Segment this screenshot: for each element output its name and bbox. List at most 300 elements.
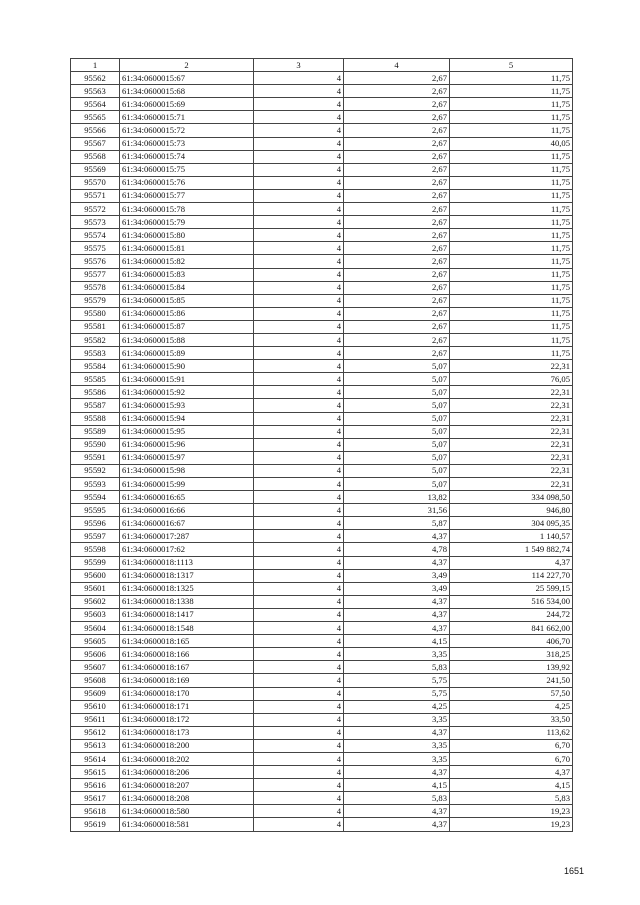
page-number: 1651 bbox=[564, 866, 585, 876]
rate-cell: 5,07 bbox=[344, 425, 450, 438]
value-cell: 19,23 bbox=[450, 818, 573, 831]
value-cell: 244,72 bbox=[450, 608, 573, 621]
table-row bbox=[71, 333, 573, 346]
table-row bbox=[71, 150, 573, 163]
table-row bbox=[71, 530, 573, 543]
row-number-cell: 95577 bbox=[71, 268, 120, 281]
value-cell: 318,25 bbox=[450, 648, 573, 661]
value-cell: 57,50 bbox=[450, 687, 573, 700]
value-cell: 114 227,70 bbox=[450, 569, 573, 582]
value-cell: 40,05 bbox=[450, 137, 573, 150]
rate-cell: 2,67 bbox=[344, 320, 450, 333]
value-cell: 946,80 bbox=[450, 504, 573, 517]
rate-cell: 5,87 bbox=[344, 517, 450, 530]
category-cell: 4 bbox=[254, 779, 344, 792]
table-row bbox=[71, 700, 573, 713]
cadastral-number-cell: 61:34:0600015:88 bbox=[120, 333, 254, 346]
value-cell: 11,75 bbox=[450, 98, 573, 111]
category-cell: 4 bbox=[254, 98, 344, 111]
cadastral-number-cell: 61:34:0600015:95 bbox=[120, 425, 254, 438]
cadastral-number-cell: 61:34:0600015:77 bbox=[120, 189, 254, 202]
cadastral-number-cell: 61:34:0600015:90 bbox=[120, 360, 254, 373]
table-row bbox=[71, 229, 573, 242]
column-header-3: 3 bbox=[254, 59, 344, 72]
rate-cell: 4,37 bbox=[344, 530, 450, 543]
cadastral-number-cell: 61:34:0600017:287 bbox=[120, 530, 254, 543]
rate-cell: 13,82 bbox=[344, 491, 450, 504]
cadastral-number-cell: 61:34:0600015:94 bbox=[120, 412, 254, 425]
category-cell: 4 bbox=[254, 661, 344, 674]
table-row bbox=[71, 137, 573, 150]
value-cell: 11,75 bbox=[450, 268, 573, 281]
category-cell: 4 bbox=[254, 582, 344, 595]
category-cell: 4 bbox=[254, 517, 344, 530]
rate-cell: 2,67 bbox=[344, 347, 450, 360]
table-row bbox=[71, 779, 573, 792]
rate-cell: 4,37 bbox=[344, 622, 450, 635]
rate-cell: 2,67 bbox=[344, 281, 450, 294]
table-row bbox=[71, 347, 573, 360]
cadastral-number-cell: 61:34:0600018:166 bbox=[120, 648, 254, 661]
table-row bbox=[71, 739, 573, 752]
value-cell: 11,75 bbox=[450, 333, 573, 346]
cadastral-number-cell: 61:34:0600015:91 bbox=[120, 373, 254, 386]
rate-cell: 4,15 bbox=[344, 635, 450, 648]
cadastral-number-cell: 61:34:0600015:83 bbox=[120, 268, 254, 281]
row-number-cell: 95601 bbox=[71, 582, 120, 595]
row-number-cell: 95564 bbox=[71, 98, 120, 111]
rate-cell: 5,07 bbox=[344, 386, 450, 399]
category-cell: 4 bbox=[254, 242, 344, 255]
rate-cell: 4,37 bbox=[344, 726, 450, 739]
value-cell: 11,75 bbox=[450, 347, 573, 360]
category-cell: 4 bbox=[254, 229, 344, 242]
table-row bbox=[71, 622, 573, 635]
rate-cell: 2,67 bbox=[344, 163, 450, 176]
value-cell: 241,50 bbox=[450, 674, 573, 687]
value-cell: 11,75 bbox=[450, 255, 573, 268]
value-cell: 33,50 bbox=[450, 713, 573, 726]
value-cell: 841 662,00 bbox=[450, 622, 573, 635]
row-number-cell: 95573 bbox=[71, 216, 120, 229]
category-cell: 4 bbox=[254, 85, 344, 98]
table-row bbox=[71, 189, 573, 202]
category-cell: 4 bbox=[254, 818, 344, 831]
value-cell: 11,75 bbox=[450, 294, 573, 307]
table-row bbox=[71, 504, 573, 517]
rate-cell: 3,35 bbox=[344, 739, 450, 752]
category-cell: 4 bbox=[254, 333, 344, 346]
category-cell: 4 bbox=[254, 176, 344, 189]
column-header-5: 5 bbox=[450, 59, 573, 72]
table-row bbox=[71, 805, 573, 818]
row-number-cell: 95583 bbox=[71, 347, 120, 360]
rate-cell: 31,56 bbox=[344, 504, 450, 517]
rate-cell: 2,67 bbox=[344, 268, 450, 281]
row-number-cell: 95590 bbox=[71, 438, 120, 451]
cadastral-number-cell: 61:34:0600015:68 bbox=[120, 85, 254, 98]
cadastral-number-cell: 61:34:0600018:169 bbox=[120, 674, 254, 687]
value-cell: 406,70 bbox=[450, 635, 573, 648]
category-cell: 4 bbox=[254, 464, 344, 477]
value-cell: 4,15 bbox=[450, 779, 573, 792]
rate-cell: 2,67 bbox=[344, 98, 450, 111]
category-cell: 4 bbox=[254, 189, 344, 202]
cadastral-number-cell: 61:34:0600016:66 bbox=[120, 504, 254, 517]
table-row bbox=[71, 268, 573, 281]
category-cell: 4 bbox=[254, 648, 344, 661]
table-row bbox=[71, 176, 573, 189]
value-cell: 11,75 bbox=[450, 189, 573, 202]
category-cell: 4 bbox=[254, 137, 344, 150]
value-cell: 139,92 bbox=[450, 661, 573, 674]
rate-cell: 5,07 bbox=[344, 451, 450, 464]
rate-cell: 3,49 bbox=[344, 582, 450, 595]
cadastral-number-cell: 61:34:0600015:78 bbox=[120, 203, 254, 216]
cadastral-number-cell: 61:34:0600018:1338 bbox=[120, 595, 254, 608]
category-cell: 4 bbox=[254, 373, 344, 386]
row-number-cell: 95602 bbox=[71, 595, 120, 608]
row-number-cell: 95584 bbox=[71, 360, 120, 373]
table-row bbox=[71, 635, 573, 648]
row-number-cell: 95589 bbox=[71, 425, 120, 438]
value-cell: 22,31 bbox=[450, 412, 573, 425]
row-number-cell: 95613 bbox=[71, 739, 120, 752]
row-number-cell: 95614 bbox=[71, 752, 120, 765]
value-cell: 11,75 bbox=[450, 229, 573, 242]
rate-cell: 5,07 bbox=[344, 478, 450, 491]
value-cell: 11,75 bbox=[450, 216, 573, 229]
cadastral-number-cell: 61:34:0600015:85 bbox=[120, 294, 254, 307]
category-cell: 4 bbox=[254, 216, 344, 229]
rate-cell: 2,67 bbox=[344, 150, 450, 163]
data-table bbox=[70, 58, 573, 832]
value-cell: 1 140,57 bbox=[450, 530, 573, 543]
cadastral-number-cell: 61:34:0600015:69 bbox=[120, 98, 254, 111]
category-cell: 4 bbox=[254, 268, 344, 281]
row-number-cell: 95562 bbox=[71, 72, 120, 85]
row-number-cell: 95569 bbox=[71, 163, 120, 176]
cadastral-number-cell: 61:34:0600015:73 bbox=[120, 137, 254, 150]
rate-cell: 5,83 bbox=[344, 792, 450, 805]
row-number-cell: 95563 bbox=[71, 85, 120, 98]
table-row bbox=[71, 85, 573, 98]
rate-cell: 2,67 bbox=[344, 176, 450, 189]
value-cell: 25 599,15 bbox=[450, 582, 573, 595]
cadastral-number-cell: 61:34:0600015:72 bbox=[120, 124, 254, 137]
rate-cell: 4,37 bbox=[344, 805, 450, 818]
table-row bbox=[71, 320, 573, 333]
rate-cell: 5,83 bbox=[344, 661, 450, 674]
row-number-cell: 95565 bbox=[71, 111, 120, 124]
cadastral-number-cell: 61:34:0600015:80 bbox=[120, 229, 254, 242]
cadastral-number-cell: 61:34:0600015:97 bbox=[120, 451, 254, 464]
rate-cell: 2,67 bbox=[344, 229, 450, 242]
value-cell: 11,75 bbox=[450, 242, 573, 255]
table-row bbox=[71, 726, 573, 739]
value-cell: 11,75 bbox=[450, 150, 573, 163]
table-row bbox=[71, 203, 573, 216]
table-row bbox=[71, 281, 573, 294]
value-cell: 516 534,00 bbox=[450, 595, 573, 608]
category-cell: 4 bbox=[254, 320, 344, 333]
table-row bbox=[71, 386, 573, 399]
rate-cell: 5,75 bbox=[344, 674, 450, 687]
rate-cell: 2,67 bbox=[344, 124, 450, 137]
value-cell: 4,37 bbox=[450, 556, 573, 569]
cadastral-number-cell: 61:34:0600015:76 bbox=[120, 176, 254, 189]
row-number-cell: 95606 bbox=[71, 648, 120, 661]
category-cell: 4 bbox=[254, 412, 344, 425]
category-cell: 4 bbox=[254, 307, 344, 320]
value-cell: 22,31 bbox=[450, 399, 573, 412]
row-number-cell: 95574 bbox=[71, 229, 120, 242]
category-cell: 4 bbox=[254, 752, 344, 765]
table-row bbox=[71, 661, 573, 674]
rate-cell: 5,07 bbox=[344, 412, 450, 425]
value-cell: 19,23 bbox=[450, 805, 573, 818]
rate-cell: 2,67 bbox=[344, 255, 450, 268]
rate-cell: 5,07 bbox=[344, 360, 450, 373]
value-cell: 1 549 882,74 bbox=[450, 543, 573, 556]
row-number-cell: 95581 bbox=[71, 320, 120, 333]
rate-cell: 4,78 bbox=[344, 543, 450, 556]
row-number-cell: 95591 bbox=[71, 451, 120, 464]
rate-cell: 5,07 bbox=[344, 399, 450, 412]
table-row bbox=[71, 582, 573, 595]
table-row bbox=[71, 373, 573, 386]
cadastral-number-cell: 61:34:0600016:65 bbox=[120, 491, 254, 504]
cadastral-number-cell: 61:34:0600018:1417 bbox=[120, 608, 254, 621]
row-number-cell: 95567 bbox=[71, 137, 120, 150]
table-row bbox=[71, 255, 573, 268]
rate-cell: 3,35 bbox=[344, 713, 450, 726]
category-cell: 4 bbox=[254, 608, 344, 621]
rate-cell: 2,67 bbox=[344, 72, 450, 85]
row-number-cell: 95612 bbox=[71, 726, 120, 739]
value-cell: 22,31 bbox=[450, 360, 573, 373]
table-row bbox=[71, 72, 573, 85]
table-body bbox=[71, 72, 573, 831]
value-cell: 22,31 bbox=[450, 478, 573, 491]
row-number-cell: 95605 bbox=[71, 635, 120, 648]
table-row bbox=[71, 478, 573, 491]
row-number-cell: 95579 bbox=[71, 294, 120, 307]
rate-cell: 2,67 bbox=[344, 85, 450, 98]
value-cell: 11,75 bbox=[450, 111, 573, 124]
column-header-1: 1 bbox=[71, 59, 120, 72]
table-row bbox=[71, 595, 573, 608]
cadastral-number-cell: 61:34:0600018:170 bbox=[120, 687, 254, 700]
value-cell: 22,31 bbox=[450, 386, 573, 399]
cadastral-number-cell: 61:34:0600018:206 bbox=[120, 766, 254, 779]
category-cell: 4 bbox=[254, 569, 344, 582]
table-row bbox=[71, 766, 573, 779]
rate-cell: 5,07 bbox=[344, 464, 450, 477]
value-cell: 11,75 bbox=[450, 85, 573, 98]
rate-cell: 2,67 bbox=[344, 294, 450, 307]
category-cell: 4 bbox=[254, 294, 344, 307]
value-cell: 22,31 bbox=[450, 451, 573, 464]
category-cell: 4 bbox=[254, 556, 344, 569]
cadastral-number-cell: 61:34:0600015:98 bbox=[120, 464, 254, 477]
row-number-cell: 95571 bbox=[71, 189, 120, 202]
table-row bbox=[71, 451, 573, 464]
category-cell: 4 bbox=[254, 713, 344, 726]
row-number-cell: 95586 bbox=[71, 386, 120, 399]
row-number-cell: 95582 bbox=[71, 333, 120, 346]
cadastral-number-cell: 61:34:0600018:171 bbox=[120, 700, 254, 713]
rate-cell: 2,67 bbox=[344, 216, 450, 229]
table-row bbox=[71, 412, 573, 425]
category-cell: 4 bbox=[254, 739, 344, 752]
table-row bbox=[71, 399, 573, 412]
category-cell: 4 bbox=[254, 674, 344, 687]
category-cell: 4 bbox=[254, 72, 344, 85]
value-cell: 11,75 bbox=[450, 72, 573, 85]
table-row bbox=[71, 491, 573, 504]
table-row bbox=[71, 569, 573, 582]
cadastral-number-cell: 61:34:0600018:167 bbox=[120, 661, 254, 674]
table-row bbox=[71, 294, 573, 307]
category-cell: 4 bbox=[254, 163, 344, 176]
value-cell: 113,62 bbox=[450, 726, 573, 739]
table-row bbox=[71, 608, 573, 621]
table-row bbox=[71, 438, 573, 451]
cadastral-number-cell: 61:34:0600018:208 bbox=[120, 792, 254, 805]
category-cell: 4 bbox=[254, 595, 344, 608]
cadastral-number-cell: 61:34:0600015:81 bbox=[120, 242, 254, 255]
value-cell: 11,75 bbox=[450, 320, 573, 333]
value-cell: 304 095,35 bbox=[450, 517, 573, 530]
table-row bbox=[71, 818, 573, 831]
table-row bbox=[71, 752, 573, 765]
value-cell: 11,75 bbox=[450, 124, 573, 137]
row-number-cell: 95597 bbox=[71, 530, 120, 543]
category-cell: 4 bbox=[254, 347, 344, 360]
table-row bbox=[71, 307, 573, 320]
category-cell: 4 bbox=[254, 438, 344, 451]
row-number-cell: 95610 bbox=[71, 700, 120, 713]
cadastral-number-cell: 61:34:0600015:93 bbox=[120, 399, 254, 412]
cadastral-number-cell: 61:34:0600015:86 bbox=[120, 307, 254, 320]
row-number-cell: 95616 bbox=[71, 779, 120, 792]
cadastral-number-cell: 61:34:0600018:207 bbox=[120, 779, 254, 792]
cadastral-number-cell: 61:34:0600018:1548 bbox=[120, 622, 254, 635]
table-row bbox=[71, 792, 573, 805]
category-cell: 4 bbox=[254, 687, 344, 700]
cadastral-number-cell: 61:34:0600015:71 bbox=[120, 111, 254, 124]
table-row bbox=[71, 517, 573, 530]
cadastral-number-cell: 61:34:0600015:67 bbox=[120, 72, 254, 85]
table-row bbox=[71, 425, 573, 438]
rate-cell: 2,67 bbox=[344, 333, 450, 346]
table-row bbox=[71, 242, 573, 255]
row-number-cell: 95576 bbox=[71, 255, 120, 268]
value-cell: 22,31 bbox=[450, 425, 573, 438]
row-number-cell: 95578 bbox=[71, 281, 120, 294]
category-cell: 4 bbox=[254, 255, 344, 268]
cadastral-number-cell: 61:34:0600015:74 bbox=[120, 150, 254, 163]
value-cell: 11,75 bbox=[450, 281, 573, 294]
cadastral-number-cell: 61:34:0600015:82 bbox=[120, 255, 254, 268]
rate-cell: 4,37 bbox=[344, 818, 450, 831]
category-cell: 4 bbox=[254, 766, 344, 779]
table-row bbox=[71, 464, 573, 477]
cadastral-number-cell: 61:34:0600018:165 bbox=[120, 635, 254, 648]
category-cell: 4 bbox=[254, 451, 344, 464]
row-number-cell: 95595 bbox=[71, 504, 120, 517]
value-cell: 4,25 bbox=[450, 700, 573, 713]
row-number-cell: 95570 bbox=[71, 176, 120, 189]
category-cell: 4 bbox=[254, 491, 344, 504]
table-row bbox=[71, 556, 573, 569]
cadastral-number-cell: 61:34:0600015:79 bbox=[120, 216, 254, 229]
rate-cell: 3,35 bbox=[344, 648, 450, 661]
category-cell: 4 bbox=[254, 281, 344, 294]
row-number-cell: 95587 bbox=[71, 399, 120, 412]
cadastral-number-cell: 61:34:0600015:89 bbox=[120, 347, 254, 360]
cadastral-number-cell: 61:34:0600018:1317 bbox=[120, 569, 254, 582]
category-cell: 4 bbox=[254, 530, 344, 543]
row-number-cell: 95608 bbox=[71, 674, 120, 687]
cadastral-number-cell: 61:34:0600018:200 bbox=[120, 739, 254, 752]
row-number-cell: 95607 bbox=[71, 661, 120, 674]
category-cell: 4 bbox=[254, 504, 344, 517]
value-cell: 76,05 bbox=[450, 373, 573, 386]
value-cell: 11,75 bbox=[450, 203, 573, 216]
row-number-cell: 95594 bbox=[71, 491, 120, 504]
rate-cell: 5,75 bbox=[344, 687, 450, 700]
category-cell: 4 bbox=[254, 700, 344, 713]
rate-cell: 4,15 bbox=[344, 779, 450, 792]
row-number-cell: 95585 bbox=[71, 373, 120, 386]
category-cell: 4 bbox=[254, 635, 344, 648]
value-cell: 22,31 bbox=[450, 438, 573, 451]
category-cell: 4 bbox=[254, 386, 344, 399]
row-number-cell: 95615 bbox=[71, 766, 120, 779]
category-cell: 4 bbox=[254, 150, 344, 163]
row-number-cell: 95593 bbox=[71, 478, 120, 491]
rate-cell: 4,25 bbox=[344, 700, 450, 713]
column-header-4: 4 bbox=[344, 59, 450, 72]
category-cell: 4 bbox=[254, 425, 344, 438]
row-number-cell: 95580 bbox=[71, 307, 120, 320]
table-row bbox=[71, 216, 573, 229]
cadastral-number-cell: 61:34:0600015:96 bbox=[120, 438, 254, 451]
rate-cell: 4,37 bbox=[344, 766, 450, 779]
value-cell: 6,70 bbox=[450, 752, 573, 765]
rate-cell: 2,67 bbox=[344, 111, 450, 124]
rate-cell: 4,37 bbox=[344, 595, 450, 608]
rate-cell: 3,49 bbox=[344, 569, 450, 582]
cadastral-number-cell: 61:34:0600018:172 bbox=[120, 713, 254, 726]
value-cell: 22,31 bbox=[450, 464, 573, 477]
table-row bbox=[71, 124, 573, 137]
value-cell: 11,75 bbox=[450, 163, 573, 176]
row-number-cell: 95596 bbox=[71, 517, 120, 530]
value-cell: 11,75 bbox=[450, 307, 573, 320]
value-cell: 4,37 bbox=[450, 766, 573, 779]
category-cell: 4 bbox=[254, 726, 344, 739]
row-number-cell: 95566 bbox=[71, 124, 120, 137]
cadastral-number-cell: 61:34:0600018:581 bbox=[120, 818, 254, 831]
cadastral-number-cell: 61:34:0600015:92 bbox=[120, 386, 254, 399]
column-header-2: 2 bbox=[120, 59, 254, 72]
value-cell: 334 098,50 bbox=[450, 491, 573, 504]
table-row bbox=[71, 687, 573, 700]
cadastral-number-cell: 61:34:0600015:87 bbox=[120, 320, 254, 333]
